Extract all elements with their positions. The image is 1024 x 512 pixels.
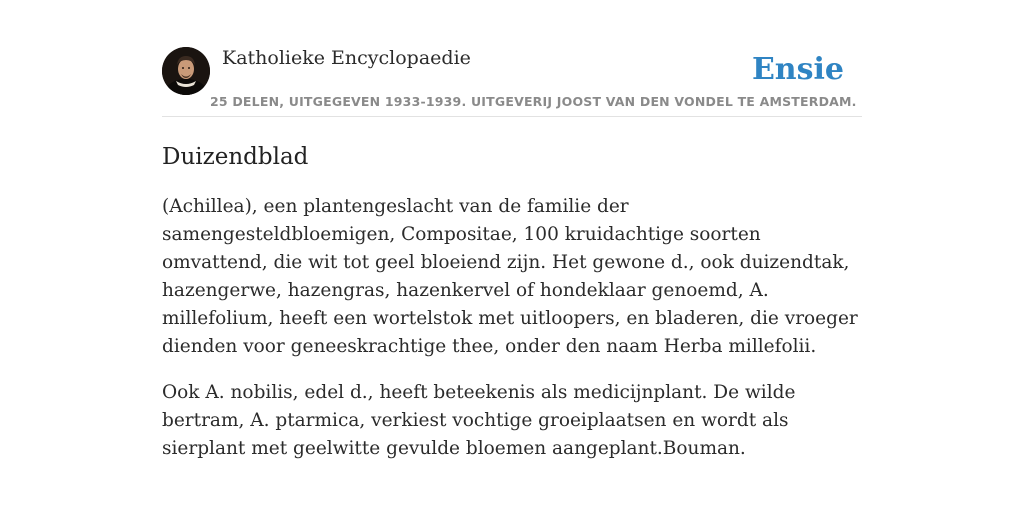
portrait-avatar-icon[interactable] bbox=[162, 47, 210, 95]
source-title[interactable]: Katholieke Encyclopaedie bbox=[222, 47, 471, 69]
article-paragraph: Ook A. nobilis, edel d., heeft beteekenis als medicijnplant. De wilde bertram, A. ptarmica, verkiest vochtige groeiplaatsen en wordt als sierplant met geelwitte gevulde bloemen aangeplant.Bouman. bbox=[162, 382, 796, 459]
source-subtitle: 25 DELEN, UITGEGEVEN 1933-1939. UITGEVERIJ JOOST VAN DEN VONDEL TE AMSTERDAM. bbox=[210, 94, 857, 109]
entry-title: Duizendblad bbox=[162, 144, 309, 170]
source-header bbox=[162, 44, 862, 117]
entry-card bbox=[162, 44, 862, 463]
brand-logo[interactable]: Ensie bbox=[751, 52, 844, 87]
article-paragraph: (Achillea), een plantengeslacht van de familie der samengesteldbloemigen, Compositae, 100 kruidachtige soorten omvattend, die wit tot geel bloeiend zijn. Het gewone d., ook duizendtak, hazengerwe, hazengras, hazenkervel of hondeklaar genoemd, A. millefolium, heeft een wortelstok met uitloopers, en bladeren, die vroeger dienden voor geneeskrachtige thee, onder den naam Herba millefolii. bbox=[162, 196, 858, 357]
